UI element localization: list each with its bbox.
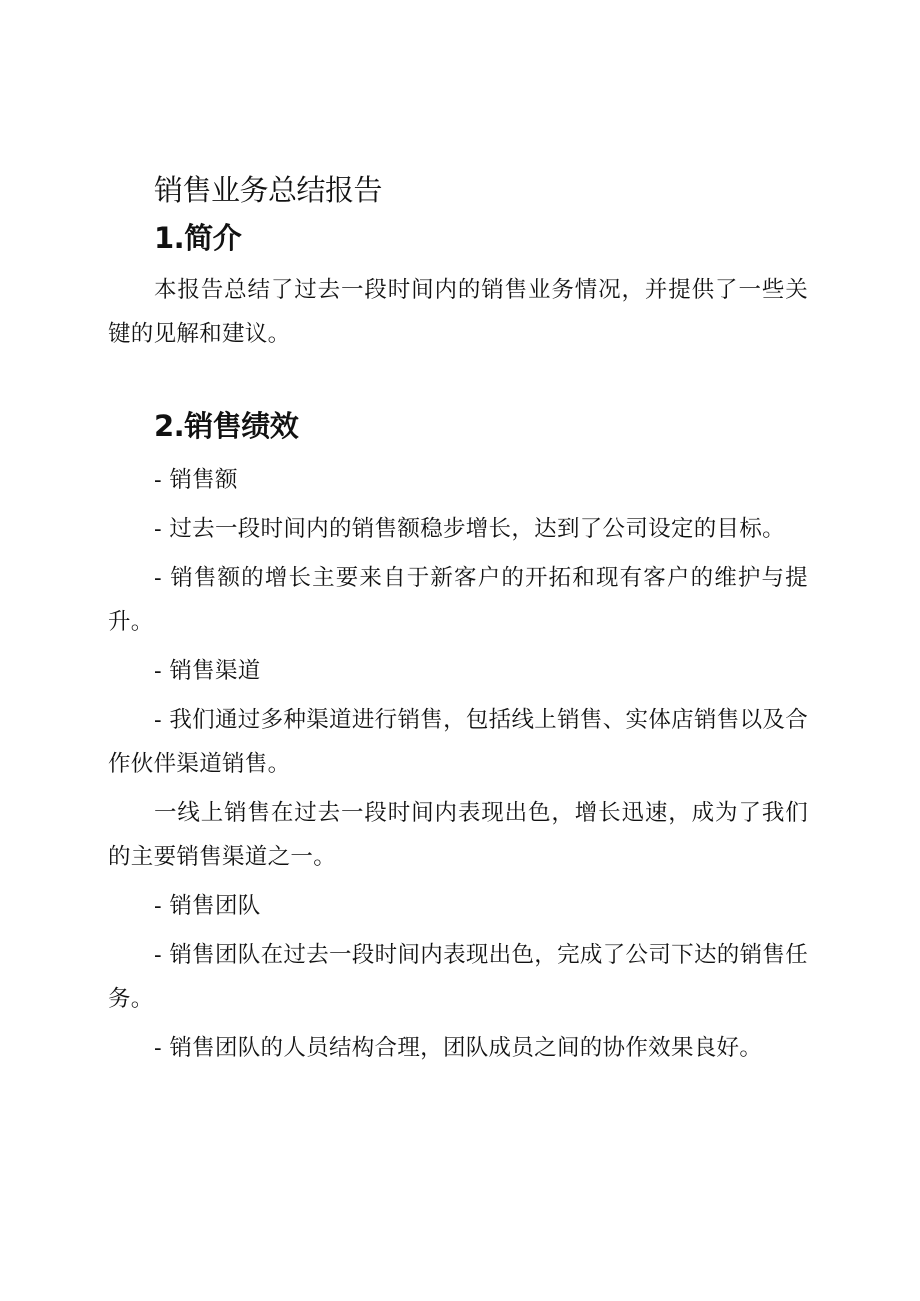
paragraph-channels-list: - 我们通过多种渠道进行销售，包括线上销售、实体店销售以及合作伙伴渠道销售。 xyxy=(108,707,808,777)
document-content xyxy=(108,168,808,1075)
paragraph-sales-growth: - 过去一段时间内的销售额稳步增长，达到了公司设定的目标。 xyxy=(154,516,785,542)
document-title: 销售业务总结报告 xyxy=(154,173,383,207)
section-heading-intro: 1.简介 xyxy=(154,221,242,255)
subheading-sales-amount: - 销售额 xyxy=(154,467,238,493)
paragraph-team-performance: - 销售团队在过去一段时间内表现出色，完成了公司下达的销售任务。 xyxy=(108,942,808,1012)
paragraph-sales-growth-source: - 销售额的增长主要来自于新客户的开拓和现有客户的维护与提升。 xyxy=(108,565,808,635)
paragraph-team-structure: - 销售团队的人员结构合理，团队成员之间的协作效果良好。 xyxy=(154,1035,763,1061)
subheading-sales-team: - 销售团队 xyxy=(154,893,261,919)
subheading-sales-channels: - 销售渠道 xyxy=(154,658,261,684)
paragraph-online-sales: 一线上销售在过去一段时间内表现出色，增长迅速，成为了我们的主要销售渠道之一。 xyxy=(108,800,808,870)
intro-paragraph: 本报告总结了过去一段时间内的销售业务情况，并提供了一些关键的见解和建议。 xyxy=(108,277,808,347)
section-heading-sales-performance: 2.销售绩效 xyxy=(154,409,299,443)
